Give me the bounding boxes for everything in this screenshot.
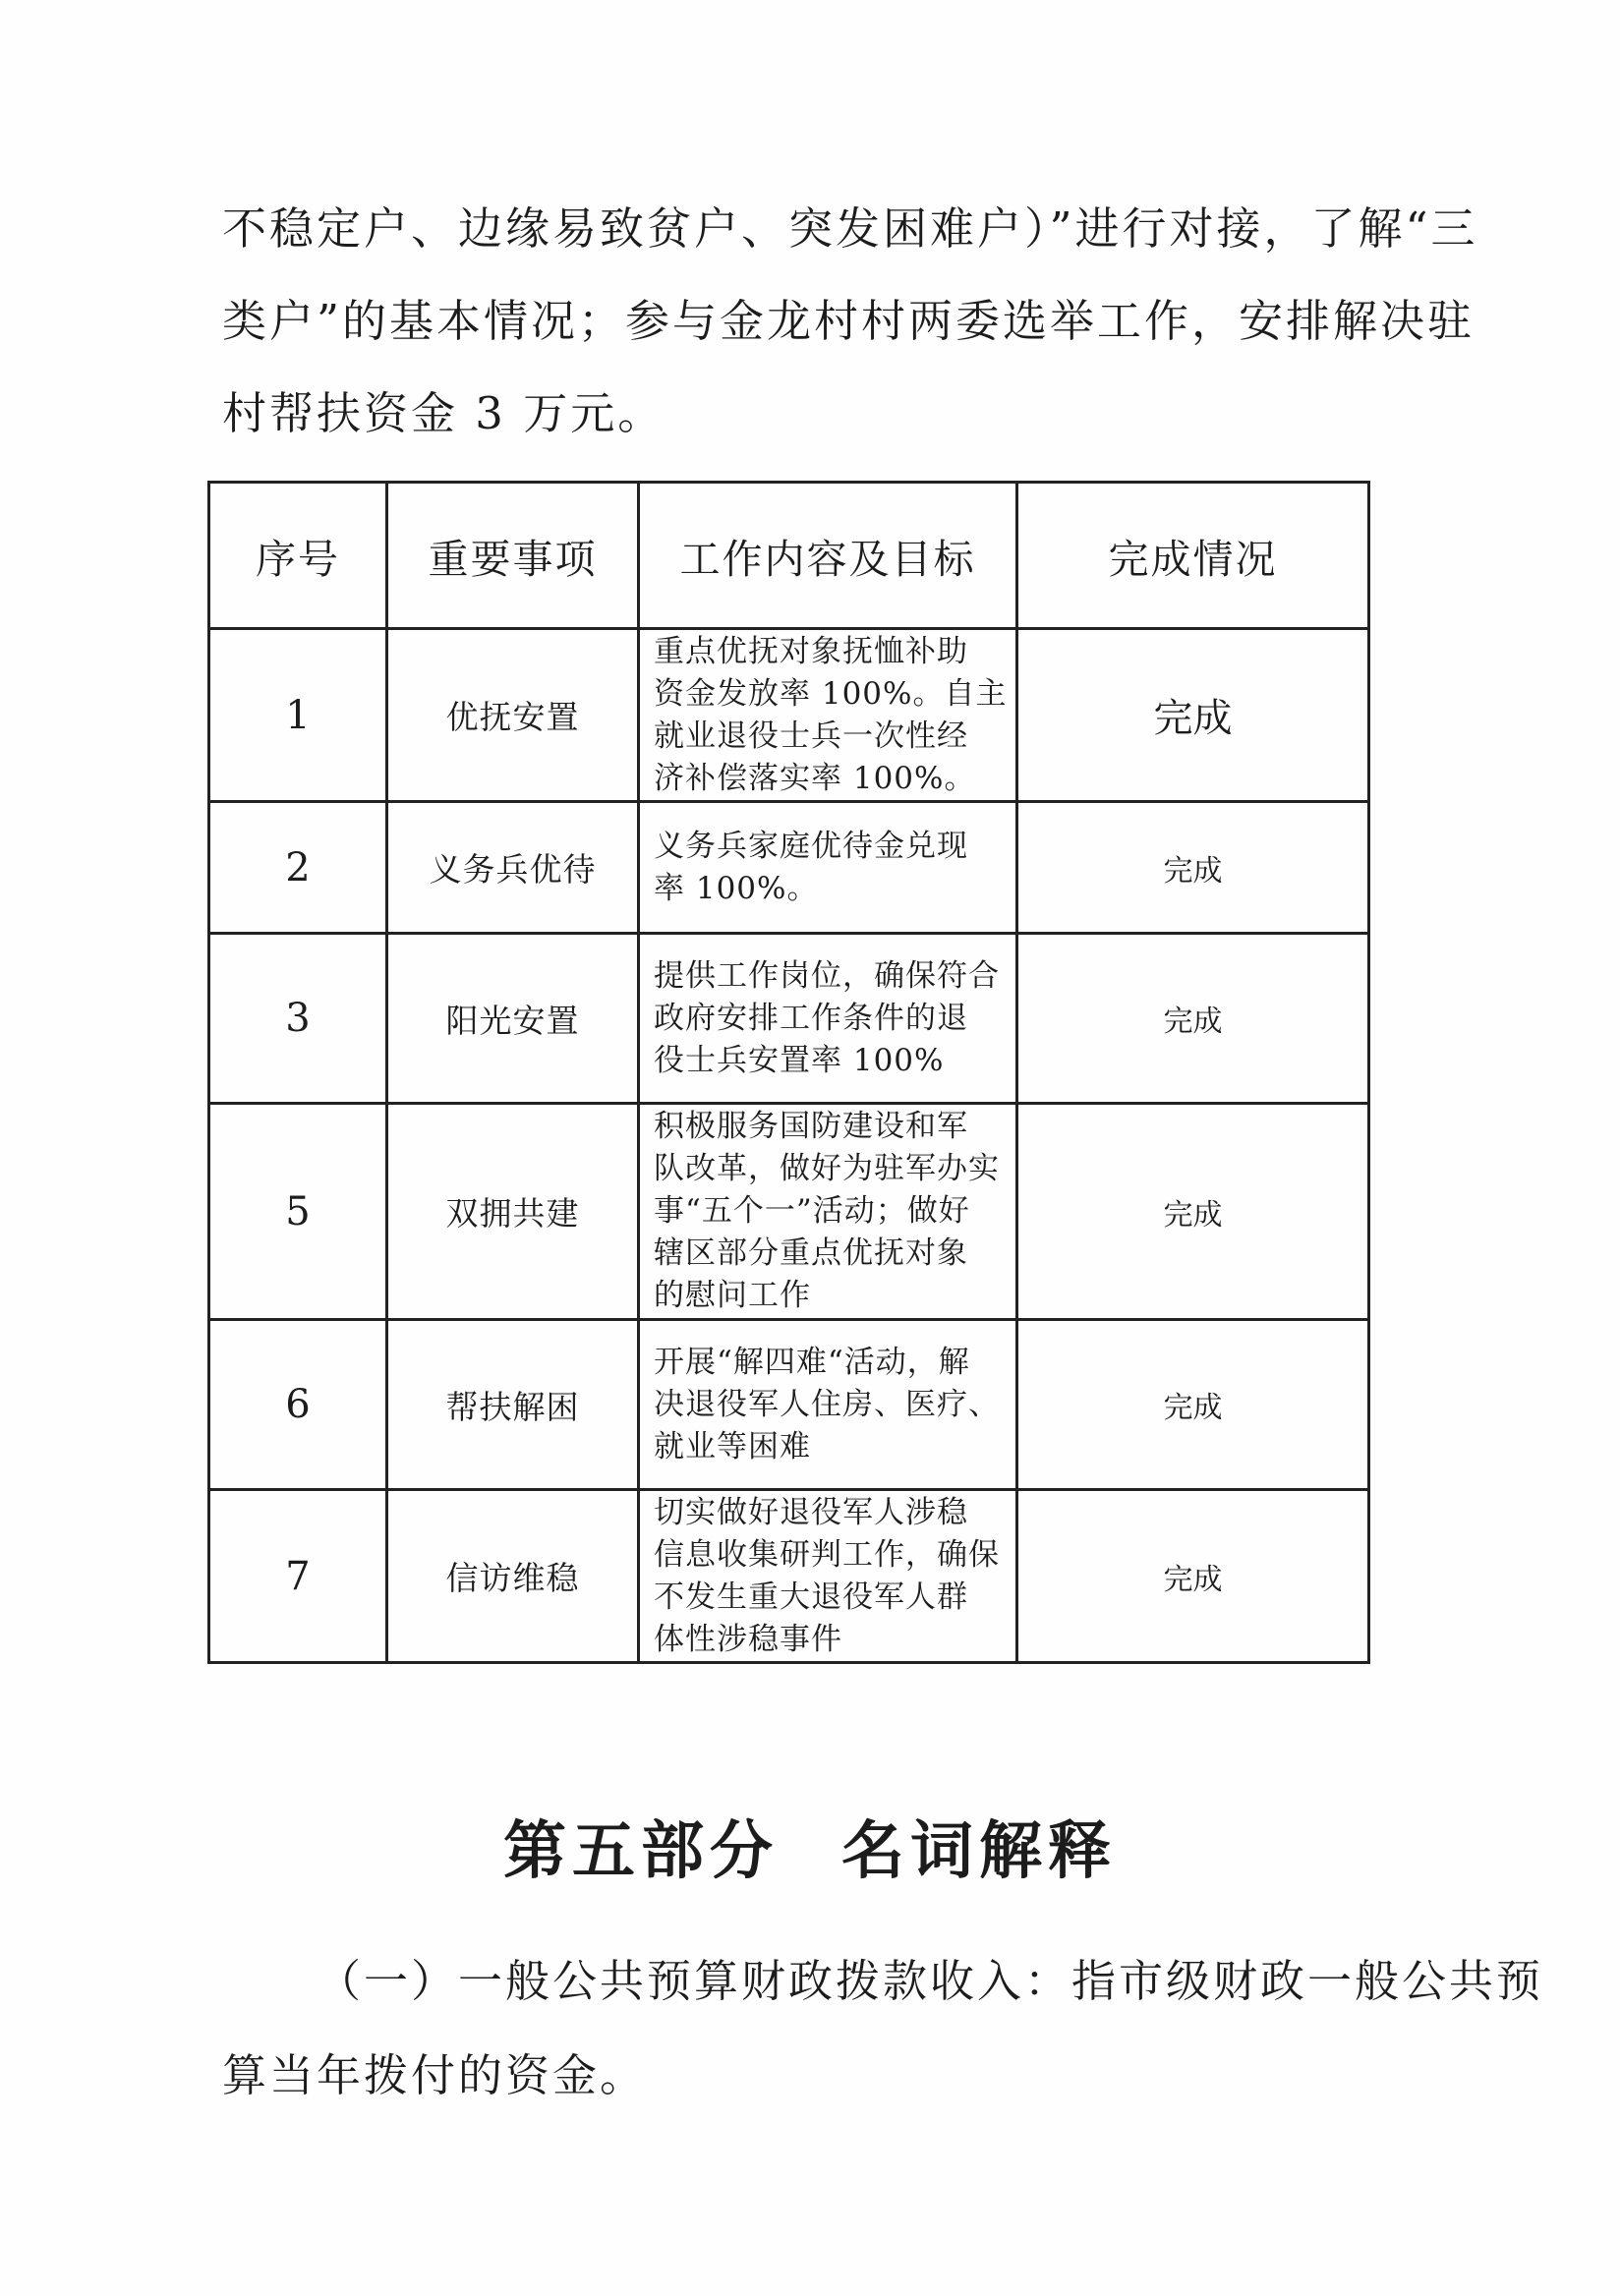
- goal-line: 役士兵安置率 100%: [654, 1042, 945, 1078]
- section-title-name: 名词解释: [841, 1814, 1117, 1888]
- goal-line: 切实做好退役军人涉稳: [654, 1494, 968, 1530]
- goal-line: 资金发放率 100%。自主: [654, 675, 1008, 712]
- definition-line: （一）一般公共预算财政拨款收入：指市级财政一般公共预: [317, 1955, 1544, 2007]
- goal-line: 的慰问工作: [654, 1278, 811, 1313]
- goal-line: 开展“解四难“活动，解: [654, 1344, 970, 1380]
- table-row: [209, 1104, 1369, 1320]
- goal-line: 不发生重大退役军人群: [654, 1578, 968, 1615]
- goal-line: 辖区部分重点优抚对象: [654, 1235, 968, 1271]
- row-goal: [639, 1490, 1017, 1663]
- row-number: 5: [209, 1104, 387, 1320]
- table-header-row: [209, 483, 1369, 629]
- row-goal: [639, 1104, 1017, 1320]
- row-goal: [639, 934, 1017, 1104]
- header-status: 完成情况: [1017, 483, 1369, 629]
- row-item: 信访维稳: [387, 1490, 639, 1663]
- header-goal: 工作内容及目标: [639, 483, 1017, 629]
- row-number: 7: [209, 1490, 387, 1663]
- intro-line: 村帮扶资金 3 万元。: [222, 387, 665, 439]
- goal-line: 信息收集研判工作，确保: [654, 1536, 1000, 1573]
- row-item: 帮扶解困: [387, 1320, 639, 1490]
- section-title-part: 第五部分: [503, 1814, 779, 1888]
- goal-line: 济补偿落实率 100%。: [654, 760, 976, 796]
- work-items-table: [207, 481, 1370, 1664]
- row-status: 完成: [1017, 802, 1369, 934]
- row-goal: [639, 1320, 1017, 1490]
- goal-line: 重点优抚对象抚恤补助: [654, 633, 968, 669]
- row-status: 完成: [1017, 1104, 1369, 1320]
- definition-paragraph: [222, 1934, 1544, 2123]
- row-number: 3: [209, 934, 387, 1104]
- goal-line: 就业退役士兵一次性经: [654, 718, 968, 754]
- row-item: 义务兵优待: [387, 802, 639, 934]
- goal-line: 决退役军人住房、医疗、: [654, 1386, 1000, 1422]
- row-number: 1: [209, 629, 387, 802]
- row-goal: [639, 629, 1017, 802]
- row-number: 6: [209, 1320, 387, 1490]
- row-status: 完成: [1017, 1490, 1369, 1663]
- goal-line: 提供工作岗位，确保符合: [654, 957, 1000, 994]
- table-row: [209, 802, 1369, 934]
- header-item: 重要事项: [387, 483, 639, 629]
- goal-line: 义务兵家庭优待金兑现: [654, 828, 968, 864]
- goal-line: 政府安排工作条件的退: [654, 1000, 968, 1036]
- intro-line: 不稳定户、边缘易致贫户、突发困难户）”进行对接，了解“三: [222, 202, 1478, 255]
- header-number: 序号: [209, 483, 387, 629]
- goal-line: 体性涉稳事件: [654, 1621, 842, 1657]
- goal-line: 就业等困难: [654, 1428, 811, 1464]
- definition-line: 算当年拨付的资金。: [222, 2049, 648, 2101]
- row-status: 完成: [1017, 1320, 1369, 1490]
- goal-line: 积极服务国防建设和军: [654, 1109, 968, 1144]
- intro-line: 类户”的基本情况；参与金龙村村两委选举工作，安排解决驻: [222, 295, 1475, 347]
- goal-line: 率 100%。: [654, 870, 819, 906]
- table-row: [209, 1320, 1369, 1490]
- row-item: 双拥共建: [387, 1104, 639, 1320]
- row-item: 阳光安置: [387, 934, 639, 1104]
- row-status: 完成: [1017, 629, 1369, 802]
- goal-line: 事“五个一”活动；做好: [654, 1193, 970, 1229]
- table-row: [209, 934, 1369, 1104]
- row-goal: [639, 802, 1017, 934]
- row-status: 完成: [1017, 934, 1369, 1104]
- row-number: 2: [209, 802, 387, 934]
- intro-paragraph: [222, 183, 1478, 460]
- row-item: 优抚安置: [387, 629, 639, 802]
- section-title: [0, 1801, 1620, 1891]
- goal-line: 队改革，做好为驻军办实: [654, 1151, 1000, 1186]
- table-row: [209, 1490, 1369, 1663]
- table-row: [209, 629, 1369, 802]
